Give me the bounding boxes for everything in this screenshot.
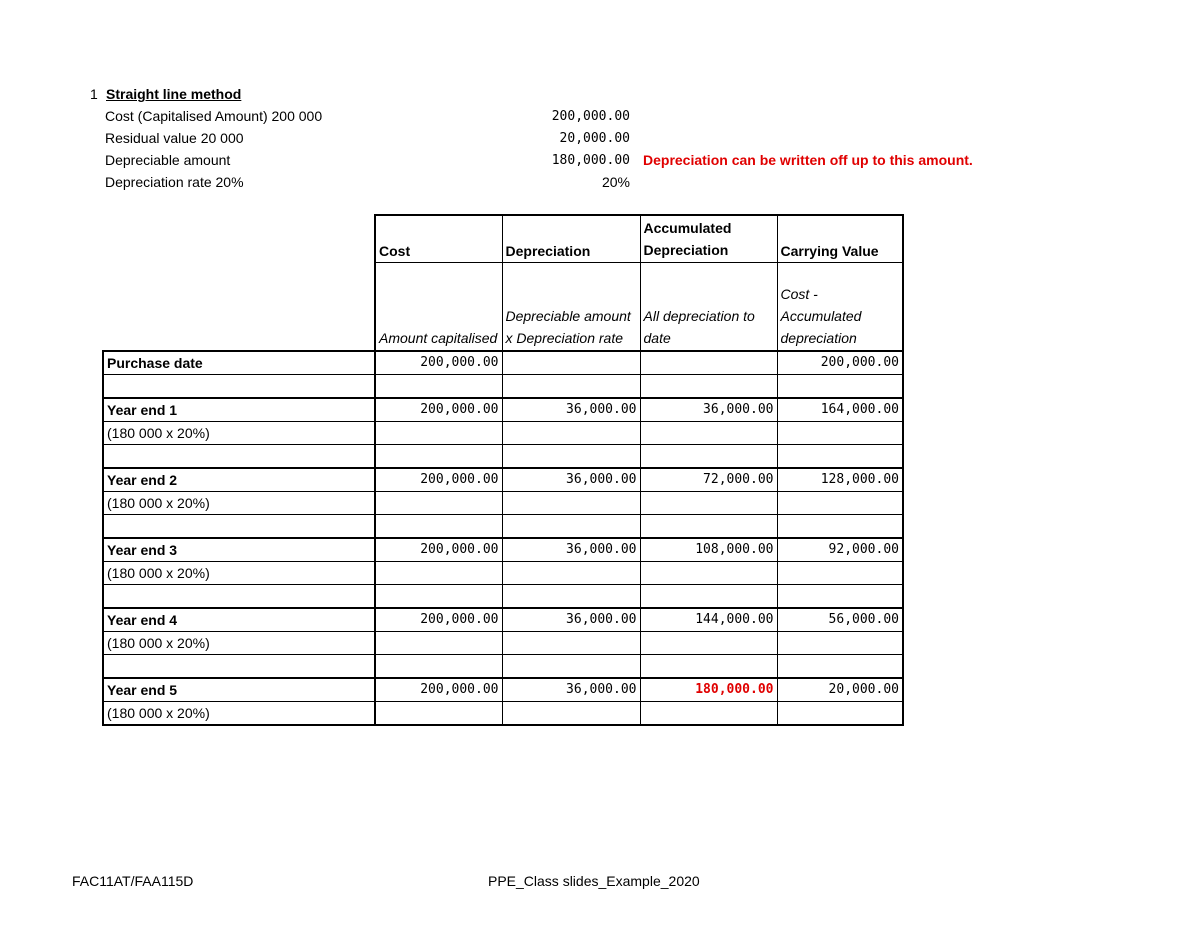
cell-accumulated: 72,000.00: [640, 468, 777, 492]
cell-accumulated: 144,000.00: [640, 608, 777, 632]
desc-carrying: Cost - Accumulated depreciation: [777, 263, 903, 351]
table-row-spacer: [103, 444, 903, 468]
cell-carrying: 200,000.00: [777, 351, 903, 375]
table-row-spacer: [103, 374, 903, 398]
table-row-spacer: [103, 654, 903, 678]
table-row-year-3: [103, 538, 903, 562]
footer-course-code: FAC11AT/FAA115D: [72, 873, 194, 889]
cell-cost: 200,000.00: [375, 468, 502, 492]
cell-cost: 200,000.00: [375, 608, 502, 632]
row-label: Year end 3: [103, 538, 375, 562]
cell-carrying: 20,000.00: [777, 678, 903, 702]
input-label-residual: Residual value 20 000: [105, 130, 244, 146]
footer-document-name: PPE_Class slides_Example_2020: [488, 873, 700, 889]
table-description-row: [103, 263, 903, 351]
row-label: Year end 5: [103, 678, 375, 702]
table-row-calc-5: [103, 701, 903, 725]
row-label: Year end 2: [103, 468, 375, 492]
section-title: Straight line method: [106, 86, 242, 102]
cell-cost: 200,000.00: [375, 538, 502, 562]
table-row-calc-1: [103, 421, 903, 444]
row-calc: (180 000 x 20%): [103, 561, 375, 584]
input-label-depreciable: Depreciable amount: [105, 152, 231, 168]
cell-carrying: 128,000.00: [777, 468, 903, 492]
row-calc: (180 000 x 20%): [103, 491, 375, 514]
row-label: Year end 1: [103, 398, 375, 422]
cell-depreciation: 36,000.00: [502, 538, 640, 562]
cell-accumulated: 36,000.00: [640, 398, 777, 422]
header-cost: Cost: [375, 215, 502, 263]
table-row-calc-3: [103, 561, 903, 584]
desc-accumulated: All depreciation to date: [640, 263, 777, 351]
cell-accumulated: 108,000.00: [640, 538, 777, 562]
input-value-depreciable: 180,000.00: [551, 153, 630, 168]
cell-depreciation: 36,000.00: [502, 678, 640, 702]
desc-cost: Amount capitalised: [375, 263, 502, 351]
table-row-year-5: [103, 678, 903, 702]
header-accumulated: [640, 215, 777, 263]
table-row-calc-4: [103, 631, 903, 654]
cell-carrying: 56,000.00: [777, 608, 903, 632]
desc-depreciation: Depreciable amount x Depreciation rate: [502, 263, 640, 351]
cell-cost: 200,000.00: [375, 678, 502, 702]
cell-depreciation: 36,000.00: [502, 398, 640, 422]
section-number: 1: [90, 86, 98, 102]
header-carrying: Carrying Value: [777, 215, 903, 263]
input-value-cost: 200,000.00: [551, 109, 630, 124]
row-calc: (180 000 x 20%): [103, 631, 375, 654]
header-depreciation: Depreciation: [502, 215, 640, 263]
table-header-row: [103, 215, 903, 263]
cell-cost: 200,000.00: [375, 398, 502, 422]
table-row-spacer: [103, 514, 903, 538]
row-calc: (180 000 x 20%): [103, 421, 375, 444]
input-label-cost: Cost (Capitalised Amount) 200 000: [105, 108, 323, 124]
input-value-rate: 20%: [601, 174, 630, 190]
table-row-year-2: [103, 468, 903, 492]
row-label: Purchase date: [103, 351, 375, 375]
header-accumulated-line2: Depreciation: [643, 242, 729, 258]
table-row-year-4: [103, 608, 903, 632]
cell-carrying: 164,000.00: [777, 398, 903, 422]
cell-accumulated-highlight: 180,000.00: [640, 678, 777, 702]
depreciation-note: Depreciation can be written off up to this amount.: [643, 152, 973, 168]
cell-carrying: 92,000.00: [777, 538, 903, 562]
table-row-spacer: [103, 584, 903, 608]
header-accumulated-line1: Accumulated: [643, 220, 732, 236]
input-value-residual: 20,000.00: [559, 131, 630, 146]
cell-depreciation: 36,000.00: [502, 468, 640, 492]
table-row-year-1: [103, 398, 903, 422]
cell-depreciation: 36,000.00: [502, 608, 640, 632]
row-calc: (180 000 x 20%): [103, 701, 375, 725]
row-label: Year end 4: [103, 608, 375, 632]
input-label-rate: Depreciation rate 20%: [105, 174, 244, 190]
depreciation-schedule-table: [102, 214, 904, 726]
cell-cost: 200,000.00: [375, 351, 502, 375]
table-row-purchase: [103, 351, 903, 375]
table-row-calc-2: [103, 491, 903, 514]
